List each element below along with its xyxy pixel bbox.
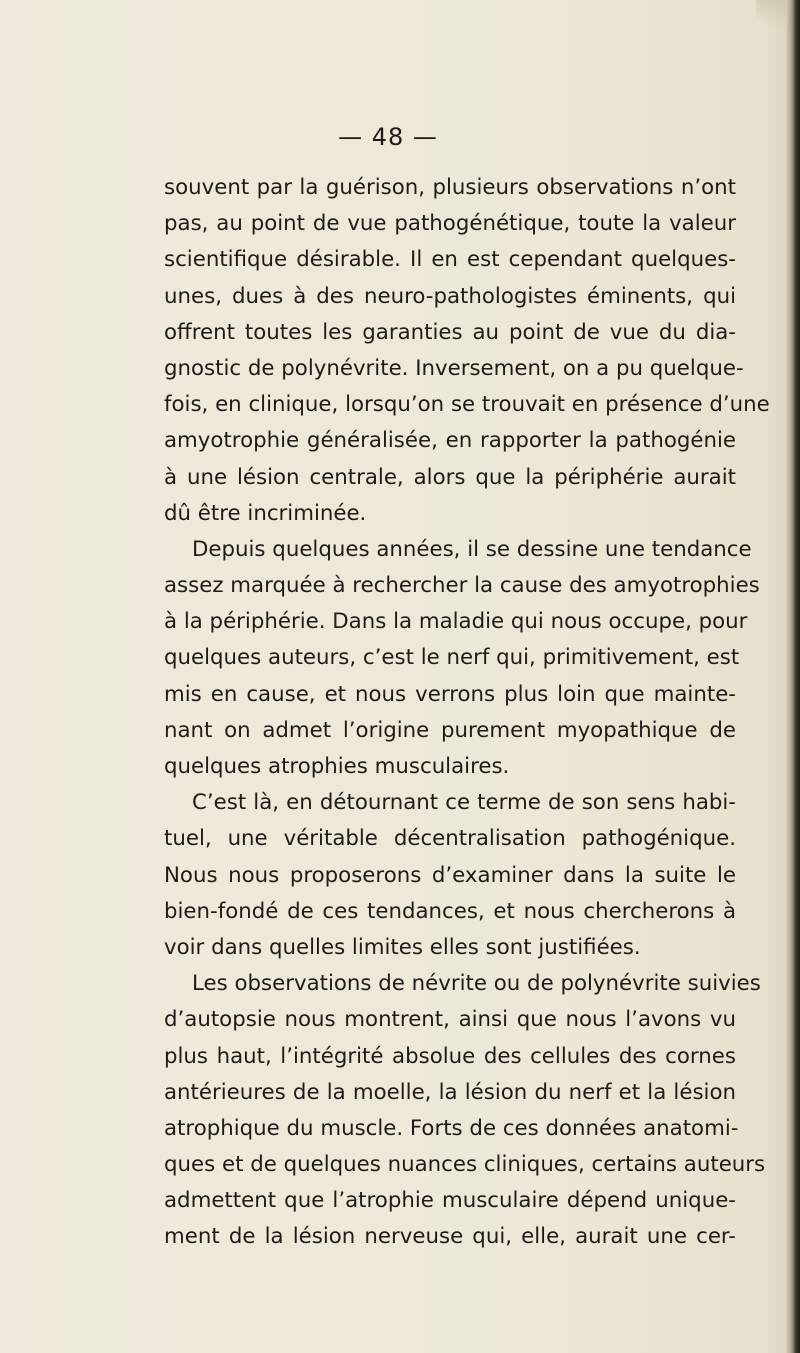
text-line: Les observations de névrite ou de polynévrite suivies (192, 971, 761, 997)
page-number: — 48 — (338, 123, 438, 151)
text-line: amyotrophie généralisée, en rapporter la pathogénie (164, 428, 736, 454)
text-line: fois, en clinique, lorsqu’on se trouvait en présence d’une (164, 392, 770, 418)
text-line: offrent toutes les garanties au point de vue du dia- (164, 319, 736, 345)
text-line: Nous nous proposerons d’examiner dans la suite le (164, 862, 736, 888)
text-line: voir dans quelles limites elles sont justifiées. (164, 934, 641, 960)
text-line: admettent que l’atrophie musculaire dépend unique- (164, 1188, 736, 1214)
text-line: quelques atrophies musculaires. (164, 754, 510, 779)
page-edge-shadow (786, 0, 800, 1353)
text-line: ques et de quelques nuances cliniques, certains auteurs (164, 1152, 766, 1178)
text-line: pas, au point de vue pathogénétique, toute la valeur (164, 211, 736, 237)
page-corner-shadow (756, 0, 786, 36)
text-line: scientifique désirable. Il en est cependant quelques- (164, 247, 736, 273)
text-line: dû être incriminée. (164, 500, 367, 526)
text-line: ment de la lésion nerveuse qui, elle, aurait une cer- (164, 1224, 736, 1250)
text-line: plus haut, l’intégrité absolue des cellules des cornes (164, 1043, 736, 1069)
body-text (164, 170, 770, 1256)
text-line: assez marquée à rechercher la cause des amyotrophies (164, 573, 760, 599)
text-line: atrophique du muscle. Forts de ces données anatomi- (164, 1115, 739, 1141)
text-line: unes, dues à des neuro-pathologistes éminents, qui (164, 283, 736, 309)
text-line: souvent par la guérison, plusieurs observations n’ont (164, 175, 736, 200)
text-line: quelques auteurs, c’est le nerf qui, primitivement, est (164, 645, 740, 671)
text-line: antérieures de la moelle, la lésion du nerf et la lésion (164, 1079, 736, 1105)
text-line: mis en cause, et nous verrons plus loin que mainte- (164, 681, 736, 707)
text-line: bien-fondé de ces tendances, et nous chercherons à (164, 898, 736, 924)
text-line: gnostic de polynévrite. Inversement, on a pu quelque- (164, 355, 744, 381)
text-line: Depuis quelques années, il se dessine une tendance (192, 536, 752, 562)
text-line: tuel, une véritable décentralisation pathogénique. (164, 826, 736, 852)
text-line: d’autopsie nous montrent, ainsi que nous l’avons vu (164, 1007, 736, 1033)
text-line: à une lésion centrale, alors que la périphérie aurait (164, 464, 736, 490)
text-line: nant on admet l’origine purement myopathique de (164, 717, 736, 743)
text-line: à la périphérie. Dans la maladie qui nous occupe, pour (164, 609, 748, 635)
text-line: C’est là, en détournant ce terme de son sens habi- (192, 790, 736, 816)
